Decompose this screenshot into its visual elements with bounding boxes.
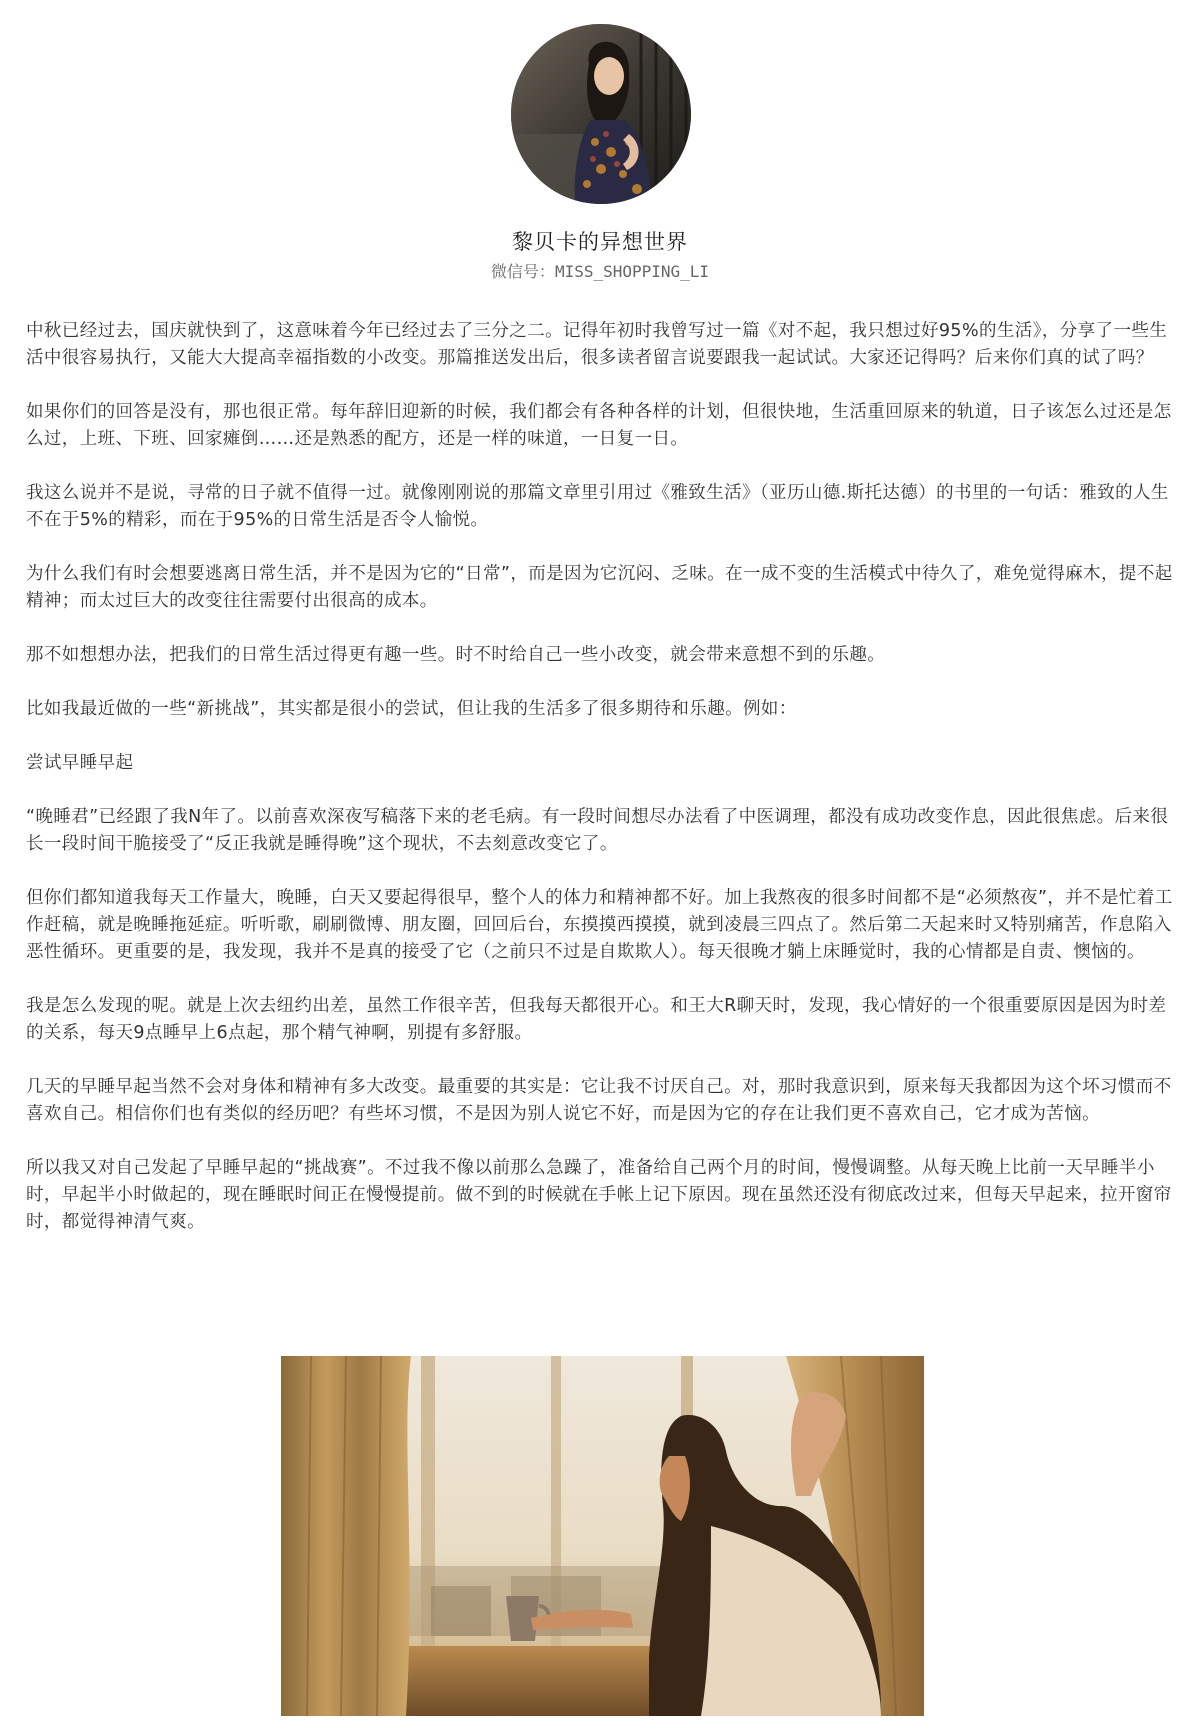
wechat-id [0,259,1200,282]
morning-window-image [281,1356,924,1716]
wechat-id-label: 微信号： [490,262,555,281]
paragraph: 中秋已经过去，国庆就快到了，这意味着今年已经过去了三分之二。记得年初时我曾写过一篇《对不起，我只想过好95%的生活》，分享了一些生活中很容易执行，又能大大提高幸福指数的小改变。那篇推送发出后，很多读者留言说要跟我一起试试。大家还记得吗？后来你们真的试了吗？ [26,321,1168,368]
paragraph: “晚睡君”已经跟了我N年了。以前喜欢深夜写稿落下来的老毛病。有一段时间想尽办法看了中医调理，都没有成功改变作息，因此很焦虑。后来很长一段时间干脆接受了“反正我就是睡得晚”这个现状，不去刻意改变它了。 [26,807,1169,854]
paragraph: 我这么说并不是说，寻常的日子就不值得一过。就像刚刚说的那篇文章里引用过《雅致生活》（亚历山德.斯托达德）的书里的一句话：雅致的人生不在于5%的精彩，而在于95%的日常生活是否令人愉悦。 [26,483,1169,530]
paragraph: 所以我又对自己发起了早睡早起的“挑战赛”。不过我不像以前那么急躁了，准备给自己两个月的时间，慢慢调整。从每天晚上比前一天早睡半小时，早起半小时做起的，现在睡眠时间正在慢慢提前。做不到的时候就在手帐上记下原因。现在虽然还没有彻底改过来，但每天早起来，拉开窗帘时，都觉得神清气爽。 [26,1158,1172,1232]
author-name[interactable]: 黎贝卡的异想世界 [512,230,688,254]
paragraph: 我是怎么发现的呢。就是上次去纽约出差，虽然工作很辛苦，但我每天都很开心。和王大R聊天时，发现，我心情好的一个很重要原因是因为时差的关系，每天9点睡早上6点起，那个精气神啊，别提有多舒服。 [26,996,1167,1043]
avatar-photo [511,24,691,204]
paragraph: 如果你们的回答是没有，那也很正常。每年辞旧迎新的时候，我们都会有各种各样的计划，但很快地，生活重回原来的轨道，日子该怎么过还是怎么过，上班、下班、回家瘫倒……还是熟悉的配方，还是一样的味道，一日复一日。 [26,402,1172,449]
paragraph: 几天的早睡早起当然不会对身体和精神有多大改变。最重要的其实是：它让我不讨厌自己。对，那时我意识到，原来每天我都因为这个坏习惯而不喜欢自己。相信你们也有类似的经历吧？有些坏习惯，不是因为别人说它不好，而是因为它的存在让我们更不喜欢自己，它才成为苦恼。 [26,1077,1172,1124]
article-body [26,318,1178,1263]
paragraph: 但你们都知道我每天工作量大，晚睡，白天又要起得很早，整个人的体力和精神都不好。加上我熬夜的很多时间都不是“必须熬夜”，并不是忙着工作赶稿，就是晚睡拖延症。听听歌，刷刷微博、朋友圈，回回后台，东摸摸西摸摸，就到凌晨三四点了。然后第二天起来时又特别痛苦，作息陷入恶性循环。更重要的是，我发现，我并不是真的接受了它（之前只不过是自欺欺人）。每天很晚才躺上床睡觉时，我的心情都是自责、懊恼的。 [26,888,1173,962]
article-photo[interactable] [281,1356,924,1716]
paragraph: 为什么我们有时会想要逃离日常生活，并不是因为它的“日常”，而是因为它沉闷、乏味。在一成不变的生活模式中待久了，难免觉得麻木，提不起精神；而太过巨大的改变往往需要付出很高的成本。 [26,564,1173,611]
section-heading: 尝试早睡早起 [26,753,134,773]
paragraph: 比如我最近做的一些“新挑战”，其实都是很小的尝试，但让我的生活多了很多期待和乐趣。例如： [26,699,797,719]
author-avatar[interactable] [511,24,691,204]
paragraph: 那不如想想办法，把我们的日常生活过得更有趣一些。时不时给自己一些小改变，就会带来意想不到的乐趣。 [26,645,886,665]
wechat-id-value: MISS_SHOPPING_LI [554,262,710,281]
